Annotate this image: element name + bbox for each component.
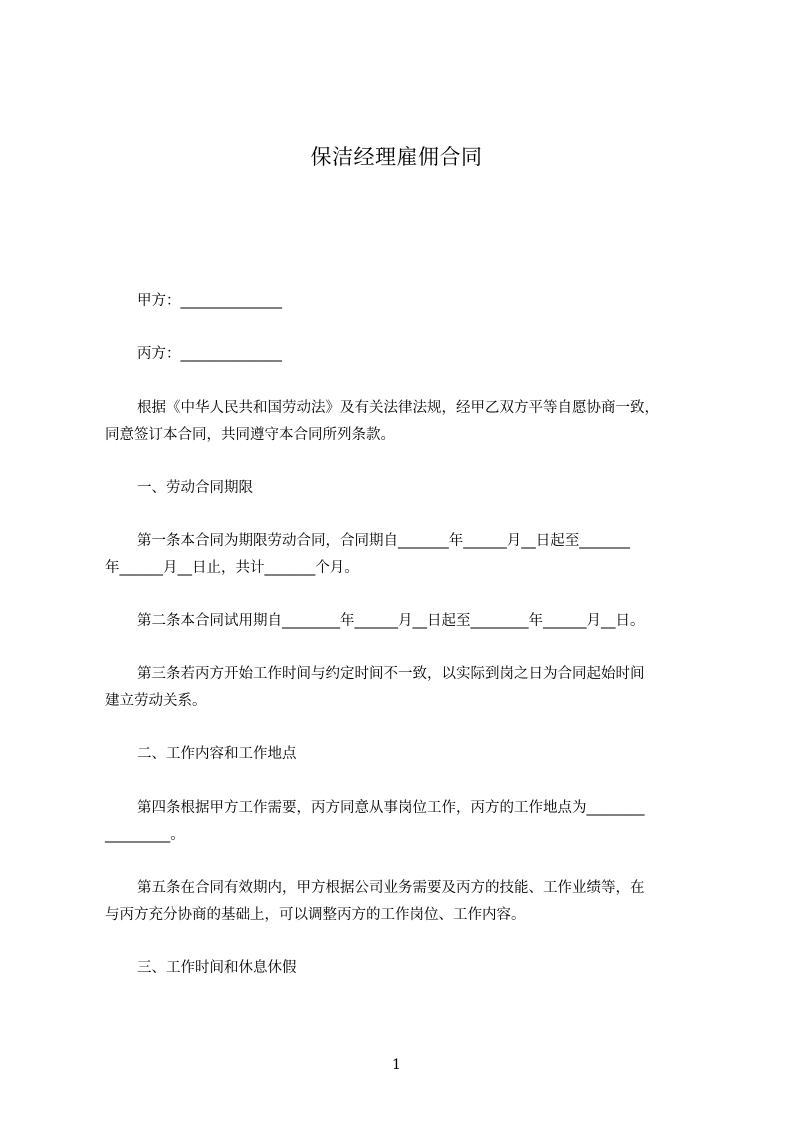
article-3-line-1: 第三条若丙方开始工作时间与约定时间不一致，以实际到岗之日为合同起始时间: [137, 666, 645, 682]
preamble-line-1: 根据《中华人民共和国劳动法》及有关法律法规，经甲乙双方平等自愿协商一致，: [137, 400, 659, 416]
article-2: 第二条本合同试用期自________年______月__日起至________年______月__日。: [137, 613, 645, 629]
article-1-line-1: 第一条本合同为期限劳动合同，合同期自_______年______月__日起至_______: [137, 533, 630, 549]
article-4-line-2: _________。: [105, 827, 185, 843]
page-number: 1: [392, 1057, 401, 1073]
article-3-line-2: 建立劳动关系。: [105, 693, 207, 709]
party-c-line: 丙方：______________: [137, 346, 282, 362]
party-a-line: 甲方：______________: [137, 293, 282, 309]
section-3-heading: 三、工作时间和休息休假: [137, 960, 297, 976]
section-2-heading: 二、工作内容和工作地点: [137, 746, 297, 762]
article-1-line-2: 年______月__日止，共计_______个月。: [105, 560, 359, 576]
article-4-line-1: 第四条根据甲方工作需要，丙方同意从事岗位工作，丙方的工作地点为________: [137, 800, 645, 816]
preamble-line-2: 同意签订本合同，共同遵守本合同所列条款。: [105, 427, 395, 443]
section-1-heading: 一、劳动合同期限: [137, 480, 253, 496]
article-5-line-2: 与丙方充分协商的基础上，可以调整丙方的工作岗位、工作内容。: [105, 907, 526, 923]
document-title: 保洁经理雇佣合同: [310, 145, 483, 169]
article-5-line-1: 第五条在合同有效期内，甲方根据公司业务需要及丙方的技能、工作业绩等，在: [137, 880, 645, 896]
